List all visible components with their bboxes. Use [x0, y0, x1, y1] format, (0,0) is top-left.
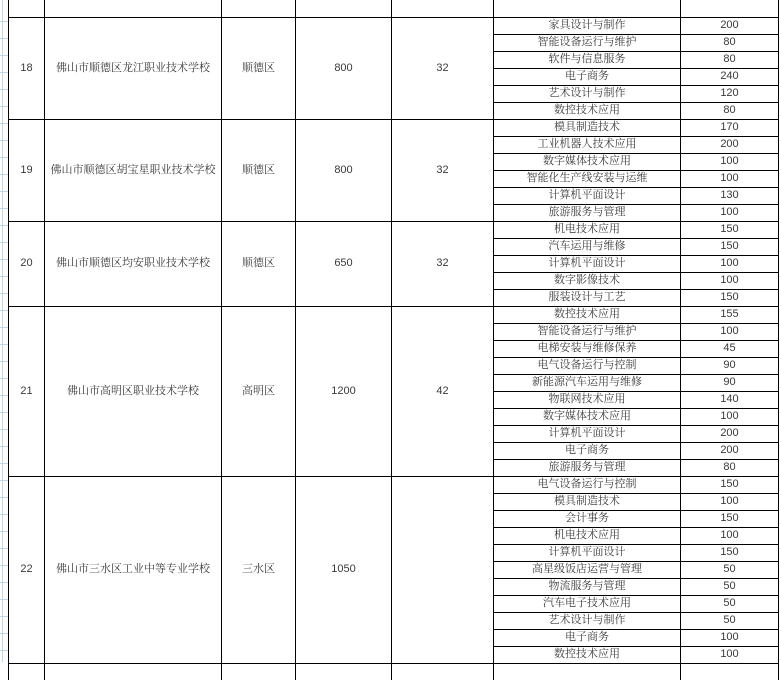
- cell-count[interactable]: 100: [681, 493, 779, 510]
- cell-program[interactable]: 数字媒体技术应用: [494, 153, 681, 170]
- cell-program[interactable]: [494, 663, 681, 680]
- cell-count[interactable]: [681, 0, 779, 17]
- cell-quota[interactable]: 42: [392, 306, 494, 476]
- cell-count[interactable]: 150: [681, 510, 779, 527]
- cell-school[interactable]: 佛山市高明区职业技术学校: [45, 306, 222, 476]
- admission-plan-table-body: [9, 0, 779, 680]
- cell-total[interactable]: 1200: [296, 306, 392, 476]
- cell-program[interactable]: 旅游服务与管理: [494, 204, 681, 221]
- cell-school[interactable]: [45, 0, 222, 17]
- cell-count[interactable]: 80: [681, 459, 779, 476]
- cell-program[interactable]: 汽车电子技术应用: [494, 595, 681, 612]
- cell-program[interactable]: 软件与信息服务: [494, 51, 681, 68]
- cell-seq[interactable]: [9, 663, 45, 680]
- cell-count[interactable]: 90: [681, 357, 779, 374]
- cell-count[interactable]: 80: [681, 34, 779, 51]
- cell-count[interactable]: 100: [681, 646, 779, 663]
- cell-program[interactable]: 数控技术应用: [494, 102, 681, 119]
- cell-program[interactable]: 机电技术应用: [494, 527, 681, 544]
- cell-count[interactable]: 240: [681, 68, 779, 85]
- cell-program[interactable]: 数控技术应用: [494, 646, 681, 663]
- cell-count[interactable]: 150: [681, 221, 779, 238]
- cell-program[interactable]: 新能源汽车运用与维修: [494, 374, 681, 391]
- cell-seq[interactable]: 22: [9, 476, 45, 663]
- cell-count[interactable]: 130: [681, 187, 779, 204]
- cell-count[interactable]: 140: [681, 391, 779, 408]
- cell-program[interactable]: 计算机平面设计: [494, 255, 681, 272]
- cell-district[interactable]: 顺德区: [222, 17, 296, 119]
- cell-school[interactable]: 佛山市顺德区龙江职业技术学校: [45, 17, 222, 119]
- cell-total[interactable]: 800: [296, 17, 392, 119]
- cell-school[interactable]: 佛山市顺德区均安职业技术学校: [45, 221, 222, 306]
- cell-count[interactable]: 100: [681, 323, 779, 340]
- cell-count[interactable]: 100: [681, 408, 779, 425]
- cell-count[interactable]: 200: [681, 425, 779, 442]
- cell-count[interactable]: 200: [681, 442, 779, 459]
- table-row: [9, 476, 779, 493]
- cell-program[interactable]: 艺术设计与制作: [494, 612, 681, 629]
- cell-count[interactable]: 100: [681, 272, 779, 289]
- cell-count[interactable]: 80: [681, 102, 779, 119]
- cell-district[interactable]: 顺德区: [222, 119, 296, 221]
- cell-seq[interactable]: 19: [9, 119, 45, 221]
- cell-count[interactable]: 90: [681, 374, 779, 391]
- cell-program[interactable]: 家具设计与制作: [494, 17, 681, 34]
- table-row: [9, 119, 779, 136]
- cell-count[interactable]: 100: [681, 629, 779, 646]
- cell-quota[interactable]: [392, 663, 494, 680]
- cell-program[interactable]: 电梯安装与维修保养: [494, 340, 681, 357]
- cell-count[interactable]: 150: [681, 544, 779, 561]
- cell-program[interactable]: 机电技术应用: [494, 221, 681, 238]
- cell-total[interactable]: [296, 663, 392, 680]
- cell-school[interactable]: 佛山市顺德区胡宝星职业技术学校: [45, 119, 222, 221]
- cell-count[interactable]: 45: [681, 340, 779, 357]
- table-row: [9, 221, 779, 238]
- admission-plan-table: [8, 0, 779, 680]
- cell-count[interactable]: 100: [681, 527, 779, 544]
- table-row: [9, 306, 779, 323]
- cell-program[interactable]: 电气设备运行与控制: [494, 357, 681, 374]
- cell-program[interactable]: 数字影像技术: [494, 272, 681, 289]
- cell-program[interactable]: 汽车运用与维修: [494, 238, 681, 255]
- cell-count[interactable]: 100: [681, 170, 779, 187]
- cell-count[interactable]: 120: [681, 85, 779, 102]
- cell-total[interactable]: 1050: [296, 476, 392, 663]
- cell-count[interactable]: 50: [681, 595, 779, 612]
- cell-count[interactable]: 200: [681, 17, 779, 34]
- cell-program[interactable]: 物联网技术应用: [494, 391, 681, 408]
- cell-count[interactable]: 100: [681, 204, 779, 221]
- table-row: [9, 17, 779, 34]
- cell-program[interactable]: 模具制造技术: [494, 119, 681, 136]
- cell-district[interactable]: 高明区: [222, 306, 296, 476]
- cell-program[interactable]: 电子商务: [494, 629, 681, 646]
- cell-program[interactable]: 数字媒体技术应用: [494, 408, 681, 425]
- cell-program[interactable]: 智能设备运行与维护: [494, 323, 681, 340]
- cell-count[interactable]: 50: [681, 578, 779, 595]
- cell-district[interactable]: [222, 0, 296, 17]
- cell-seq[interactable]: 21: [9, 306, 45, 476]
- cell-total[interactable]: 800: [296, 119, 392, 221]
- cell-school[interactable]: 佛山市三水区工业中等专业学校: [45, 476, 222, 663]
- cell-program[interactable]: 高星级饭店运营与管理: [494, 561, 681, 578]
- cell-program[interactable]: 计算机平面设计: [494, 544, 681, 561]
- cell-seq[interactable]: [9, 0, 45, 17]
- cell-quota[interactable]: 32: [392, 119, 494, 221]
- cell-program[interactable]: [494, 0, 681, 17]
- partial-row: [9, 663, 779, 680]
- cell-count[interactable]: 150: [681, 289, 779, 306]
- cell-count[interactable]: [681, 663, 779, 680]
- cell-program[interactable]: 智能化生产线安装与运维: [494, 170, 681, 187]
- cell-count[interactable]: 150: [681, 238, 779, 255]
- cell-total[interactable]: [296, 0, 392, 17]
- cell-program[interactable]: 服装设计与工艺: [494, 289, 681, 306]
- cell-program[interactable]: 会计事务: [494, 510, 681, 527]
- cell-quota[interactable]: [392, 0, 494, 17]
- cell-count[interactable]: 80: [681, 51, 779, 68]
- cell-school[interactable]: [45, 663, 222, 680]
- cell-quota[interactable]: 32: [392, 17, 494, 119]
- cell-quota[interactable]: [392, 476, 494, 663]
- cell-district[interactable]: 三水区: [222, 476, 296, 663]
- cell-program[interactable]: 电子商务: [494, 442, 681, 459]
- cell-count[interactable]: 100: [681, 255, 779, 272]
- cell-quota[interactable]: 32: [392, 221, 494, 306]
- spreadsheet-left-gutter: [0, 0, 8, 662]
- cell-program[interactable]: 计算机平面设计: [494, 425, 681, 442]
- cell-program[interactable]: 智能设备运行与维护: [494, 34, 681, 51]
- cell-program[interactable]: 计算机平面设计: [494, 187, 681, 204]
- cell-total[interactable]: 650: [296, 221, 392, 306]
- cell-count[interactable]: 200: [681, 136, 779, 153]
- cell-seq[interactable]: 20: [9, 221, 45, 306]
- cell-count[interactable]: 150: [681, 476, 779, 493]
- cell-program[interactable]: 物流服务与管理: [494, 578, 681, 595]
- cell-count[interactable]: 50: [681, 561, 779, 578]
- cell-district[interactable]: [222, 663, 296, 680]
- cell-program[interactable]: 工业机器人技术应用: [494, 136, 681, 153]
- cell-program[interactable]: 旅游服务与管理: [494, 459, 681, 476]
- cell-program[interactable]: 数控技术应用: [494, 306, 681, 323]
- cell-program[interactable]: 模具制造技术: [494, 493, 681, 510]
- cell-count[interactable]: 50: [681, 612, 779, 629]
- cell-count[interactable]: 100: [681, 153, 779, 170]
- partial-row: [9, 0, 779, 17]
- table-wrap: [8, 0, 779, 680]
- cell-district[interactable]: 顺德区: [222, 221, 296, 306]
- cell-program[interactable]: 电子商务: [494, 68, 681, 85]
- cell-seq[interactable]: 18: [9, 17, 45, 119]
- cell-count[interactable]: 170: [681, 119, 779, 136]
- cell-program[interactable]: 艺术设计与制作: [494, 85, 681, 102]
- cell-program[interactable]: 电气设备运行与控制: [494, 476, 681, 493]
- cell-count[interactable]: 155: [681, 306, 779, 323]
